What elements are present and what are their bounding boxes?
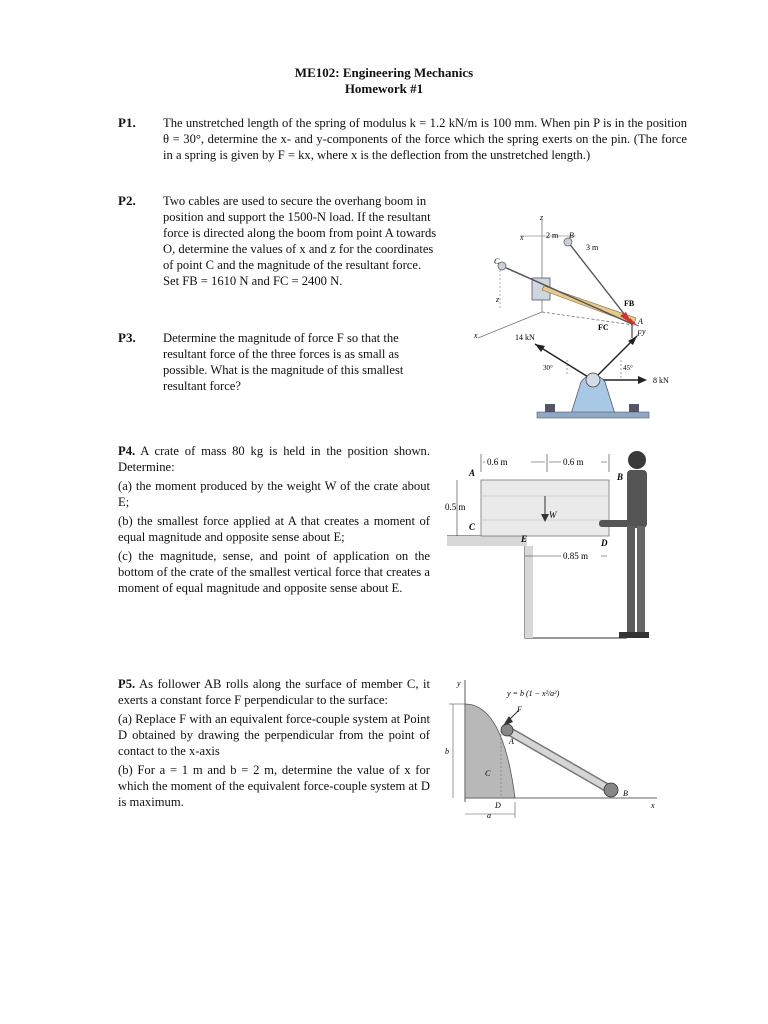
p4-label-d: D — [601, 538, 608, 548]
p5-label-c: C — [485, 769, 491, 778]
p1-label: P1. — [118, 115, 136, 130]
p2-dim-3m: 3 m — [586, 243, 599, 252]
p5-figure — [443, 674, 663, 824]
p3-force-f: F — [637, 330, 642, 338]
p4-dim-06a: 0.6 m — [487, 457, 508, 467]
p4-part-c: (c) the magnitude, sense, and point of application on the bottom of the crate of the smallest vertical force that creates a moment of equal magnitude and opposite sense about E. — [118, 549, 430, 595]
p4-label-e: E — [521, 534, 528, 544]
p2-dim-2m: 2 m — [546, 231, 559, 240]
p5-label-y: y — [457, 679, 461, 688]
p3-angle-30: 30° — [543, 364, 553, 372]
p1-text: The unstretched length of the spring of modulus k = 1.2 kN/m is 100 mm. When pin P is in the position θ = 30°, determine the x- and y-components of the force which the spring exerts on the pin. (The force in a spring is given by F = kx, where x is the deflection from the unstretched length.) — [163, 116, 687, 162]
p4-label-w: W — [549, 510, 557, 520]
p2-label-y-axis: y — [642, 327, 646, 336]
p2-label-a: A — [638, 317, 643, 326]
p5-part-a: (a) Replace F with an equivalent force-couple system at Point D obtained by drawing the perpendicular from the point of contact to the x-axis — [118, 712, 430, 758]
p4-dim-06b: 0.6 m — [563, 457, 584, 467]
p4-dim-05: 0.5 m — [445, 502, 466, 512]
p3-label: P3. — [118, 330, 136, 345]
p2-text-body: Two cables are used to secure the overhang boom in position and support the 1500-N load. If the resultant force is directed along the boom from point A towards O, determine the values of x and z for the coordinates of point C and the magnitude of the resultant force. Set FB = 1610 N and FC = 2400 N. — [163, 194, 437, 288]
p4-label-a: A — [469, 468, 476, 478]
p2-label-x-axis: x — [474, 331, 478, 340]
course-title: ME102: Engineering Mechanics — [294, 65, 474, 80]
p4-intro-text: A crate of mass 80 kg is held in the position shown. Determine: — [118, 444, 430, 474]
p2-label-x: x — [520, 233, 524, 242]
p5-label-x: x — [651, 801, 655, 810]
p2-label-b: B — [569, 231, 574, 240]
p4-label-b: B — [617, 472, 624, 482]
p4-dim-085: 0.85 m — [563, 551, 589, 561]
p5-intro — [118, 676, 430, 708]
p5-part-b: (b) For a = 1 m and b = 2 m, determine the value of x for which the moment of the equivalent force-couple system at D is maximum. — [118, 763, 430, 809]
p4-intro — [118, 443, 430, 475]
p3-force-8: 8 kN — [653, 376, 669, 385]
p3-angle-45: 45° — [623, 364, 633, 372]
p2-label-z2: z — [496, 295, 500, 304]
p2-label-fc: FC — [598, 323, 609, 332]
p2-figure — [470, 214, 660, 342]
p3-figure — [505, 330, 680, 420]
p5-label-b: B — [623, 789, 628, 798]
p4-part-a: (a) the moment produced by the weight W of the crate about E; — [118, 479, 430, 509]
p3-text: Determine the magnitude of force F so that the resultant force of the three forces is as small as possible. What is the magnitude of this smallest resultant force? — [163, 331, 404, 393]
p5-label: P5. — [118, 677, 136, 691]
p5-text — [118, 676, 430, 813]
p3-force-14: 14 kN — [515, 333, 535, 342]
p5-label-d: D — [495, 801, 501, 810]
p2-label: P2. — [118, 193, 136, 208]
p2-label-z: z — [540, 214, 544, 222]
homework-title: Homework #1 — [344, 81, 424, 96]
p2-label-c: C — [494, 257, 500, 266]
p4-label-c: C — [469, 522, 476, 532]
p5-dim-a: a — [487, 811, 491, 820]
p5-dim-b: b — [445, 747, 449, 756]
p5-intro-text: As follower AB rolls along the surface of member C, it exerts a constant force F perpendicular to the surface: — [118, 677, 430, 707]
p2-label-fb: FB — [624, 299, 635, 308]
p5-label-a: A — [509, 737, 514, 746]
p4-text — [118, 443, 430, 599]
p4-figure — [443, 444, 663, 644]
p4-label: P4. — [118, 444, 136, 458]
p5-equation: y = b (1 − x²/a²) — [507, 689, 560, 698]
p5-label-f: F — [517, 705, 522, 714]
p4-part-b: (b) the smallest force applied at A that creates a moment of equal magnitude and opposite sense about E; — [118, 514, 430, 544]
